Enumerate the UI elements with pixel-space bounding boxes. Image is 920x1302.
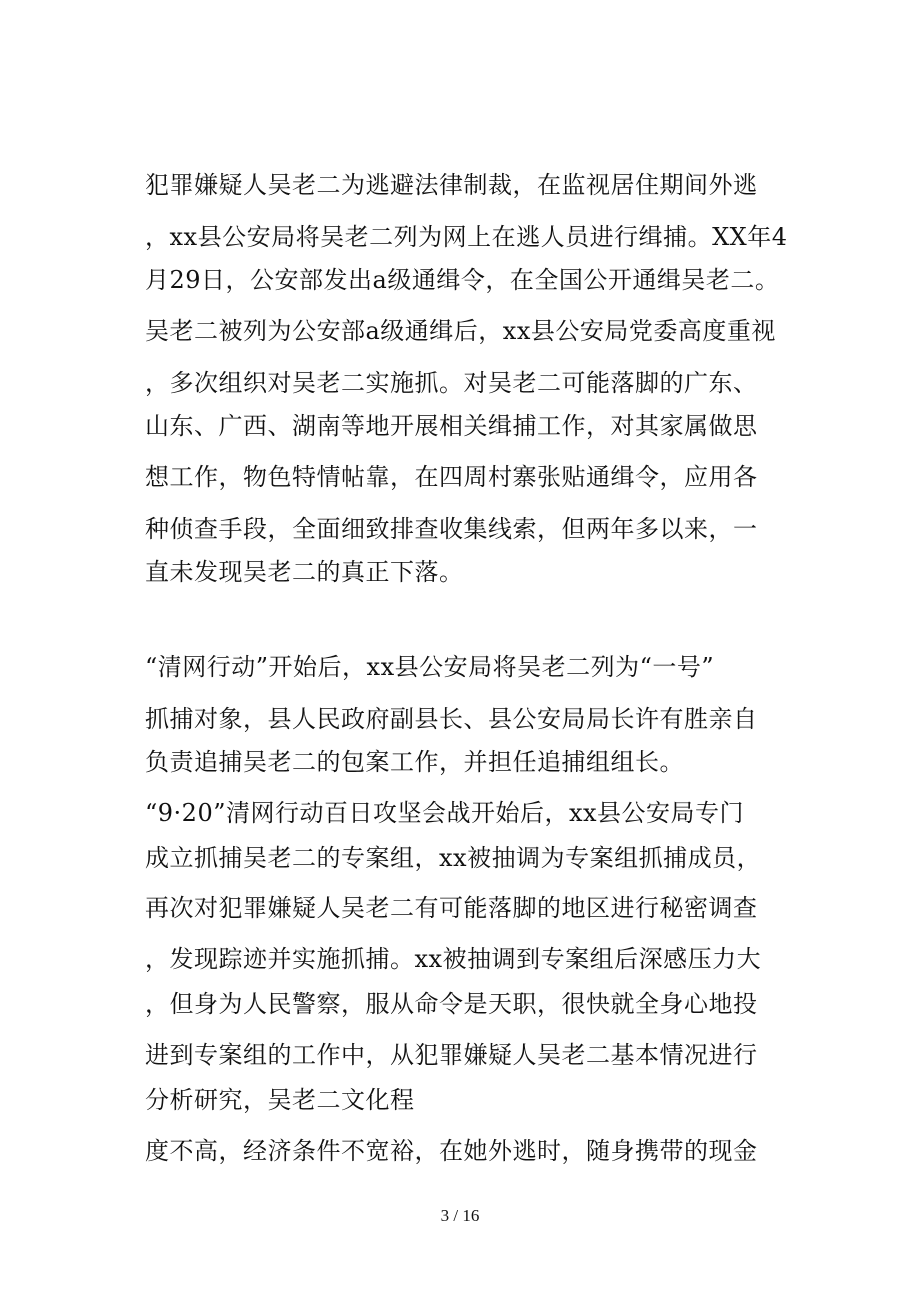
text-line: 成立抓捕吴老二的专案组，xx被抽调为专案组抓捕成员， bbox=[145, 844, 762, 872]
text-line: “9·20”清网行动百日攻坚会战开始后，xx县公安局专门 bbox=[145, 799, 745, 827]
page-number: 3 / 16 bbox=[440, 1206, 480, 1225]
text-line: 种侦查手段，全面细致排查收集线索，但两年多以来，一 bbox=[145, 515, 758, 543]
text-line: 度不高，经济条件不宽裕，在她外逃时，随身携带的现金 bbox=[145, 1137, 758, 1165]
text-line: 山东、广西、湖南等地开展相关缉捕工作，对其家属做思 bbox=[145, 412, 758, 440]
text-line: 犯罪嫌疑人吴老二为逃避法律制裁，在监视居住期间外逃 bbox=[145, 171, 758, 199]
text-line: 再次对犯罪嫌疑人吴老二有可能落脚的地区进行秘密调查 bbox=[145, 894, 758, 922]
text-line: 直未发现吴老二的真正下落。 bbox=[145, 558, 464, 586]
text-line: ，多次组织对吴老二实施抓。对吴老二可能落脚的广东、 bbox=[145, 369, 758, 397]
text-line: 抓捕对象，县人民政府副县长、县公安局局长许有胜亲自 bbox=[145, 705, 758, 733]
text-line: 进到专案组的工作中，从犯罪嫌疑人吴老二基本情况进行 bbox=[145, 1041, 758, 1069]
text-line: 月29日，公安部发出a级通缉令，在全国公开通缉吴老二。 bbox=[145, 266, 780, 294]
text-line: 分析研究，吴老二文化程 bbox=[145, 1086, 415, 1114]
text-line: ，xx县公安局将吴老二列为网上在逃人员进行缉捕。XX年4 bbox=[145, 223, 788, 251]
text-line: 吴老二被列为公安部a级通缉后，xx县公安局党委高度重视 bbox=[145, 317, 776, 345]
text-line: ，但身为人民警察，服从命令是天职，很快就全身心地投 bbox=[145, 990, 758, 1018]
text-line: ，发现踪迹并实施抓捕。xx被抽调到专案组后深感压力大 bbox=[145, 945, 762, 973]
text-line: 想工作，物色特情帖靠，在四周村寨张贴通缉令，应用各 bbox=[145, 463, 758, 491]
text-line: “清网行动”开始后，xx县公安局将吴老二列为“一号” bbox=[145, 653, 715, 681]
text-line: 负责追捕吴老二的包案工作，并担任追捕组组长。 bbox=[145, 748, 684, 776]
